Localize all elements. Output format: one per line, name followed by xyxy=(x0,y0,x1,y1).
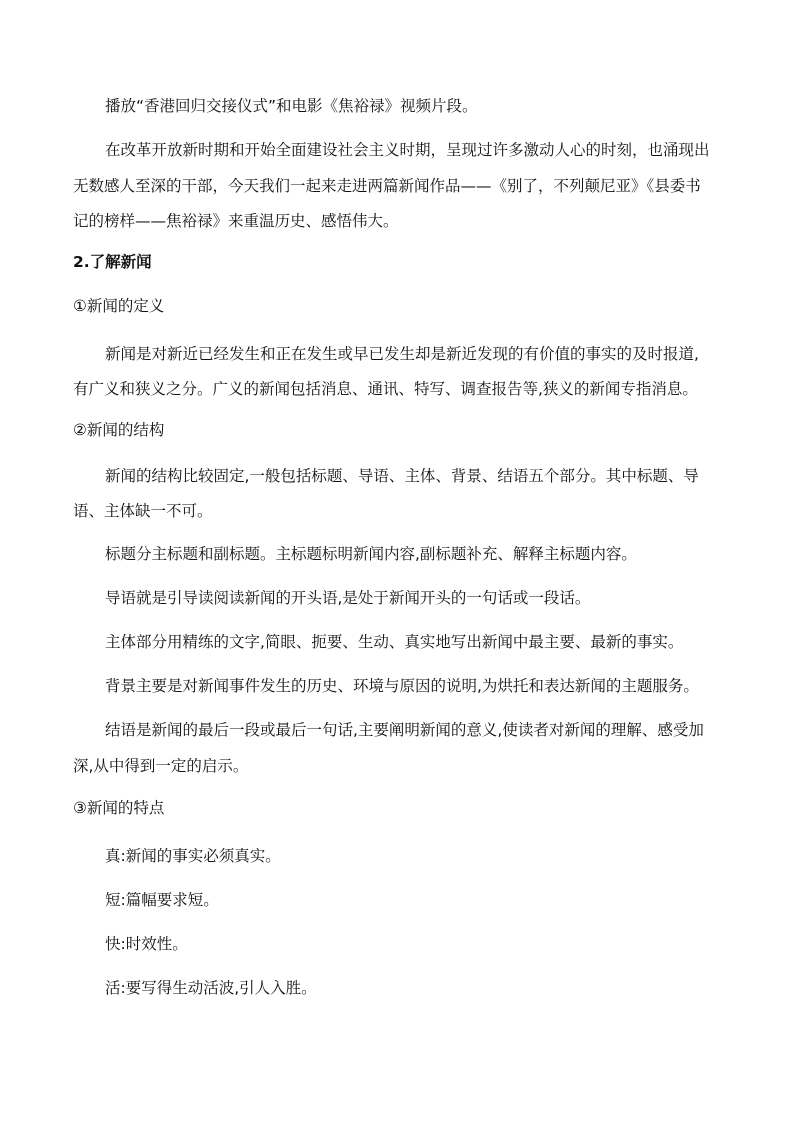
feature-item-fast: 快:时效性。 xyxy=(105,935,188,953)
structure-p1-line-1: 新闻的结构比较固定,一般包括标题、导语、主体、背景、结语五个部分。其中标题、导 xyxy=(105,467,699,485)
intro-paragraph-line-2: 无数感人至深的干部，今天我们一起来走进两篇新闻作品——《别了，不列颠尼亚》《县委书 xyxy=(73,177,701,195)
intro-paragraph-line-1: 在改革开放新时期和开始全面建设社会主义时期，呈现过许多激动人心的时刻，也涌现出 xyxy=(105,141,710,159)
feature-item-short: 短:篇幅要求短。 xyxy=(105,891,219,909)
section-heading: 2.了解新闻 xyxy=(73,253,152,271)
structure-background-paragraph: 背景主要是对新闻事件发生的历史、环境与原因的说明,为烘托和表达新闻的主题服务。 xyxy=(105,677,699,695)
structure-ending-line-2: 深,从中得到一定的启示。 xyxy=(73,757,249,775)
intro-paragraph-line-3: 记的榜样——焦裕禄》来重温历史、感悟伟大。 xyxy=(73,212,399,230)
structure-body-paragraph: 主体部分用精练的文字,简眼、扼要、生动、真实地写出新闻中最主要、最新的事实。 xyxy=(105,633,684,651)
definition-title: ①新闻的定义 xyxy=(73,297,165,315)
feature-item-true: 真:新闻的事实必须真实。 xyxy=(105,847,281,865)
structure-title: ②新闻的结构 xyxy=(73,421,165,439)
features-title: ③新闻的特点 xyxy=(73,799,165,817)
video-clip-line: 播放“香港回归交接仪式”和电影《焦裕禄》视频片段。 xyxy=(105,97,478,115)
structure-p1-line-2: 语、主体缺一不可。 xyxy=(73,502,213,520)
definition-line-1: 新闻是对新近已经发生和正在发生或早已发生却是新近发现的有价值的事实的及时报道, xyxy=(105,345,699,363)
structure-title-paragraph: 标题分主标题和副标题。主标题标明新闻内容,副标题补充、解释主标题内容。 xyxy=(105,545,637,563)
definition-line-2: 有广义和狭义之分。广义的新闻包括消息、通讯、特写、调查报告等,狭义的新闻专指消息。 xyxy=(73,380,698,398)
feature-item-lively: 活:要写得生动活波,引人入胜。 xyxy=(105,979,317,997)
structure-ending-line-1: 结语是新闻的最后一段或最后一句话,主要阐明新闻的意义,使读者对新闻的理解、感受加 xyxy=(105,721,704,739)
structure-lead-paragraph: 导语就是引导读阅读新闻的开头语,是处于新闻开头的一句话或一段话。 xyxy=(105,589,591,607)
